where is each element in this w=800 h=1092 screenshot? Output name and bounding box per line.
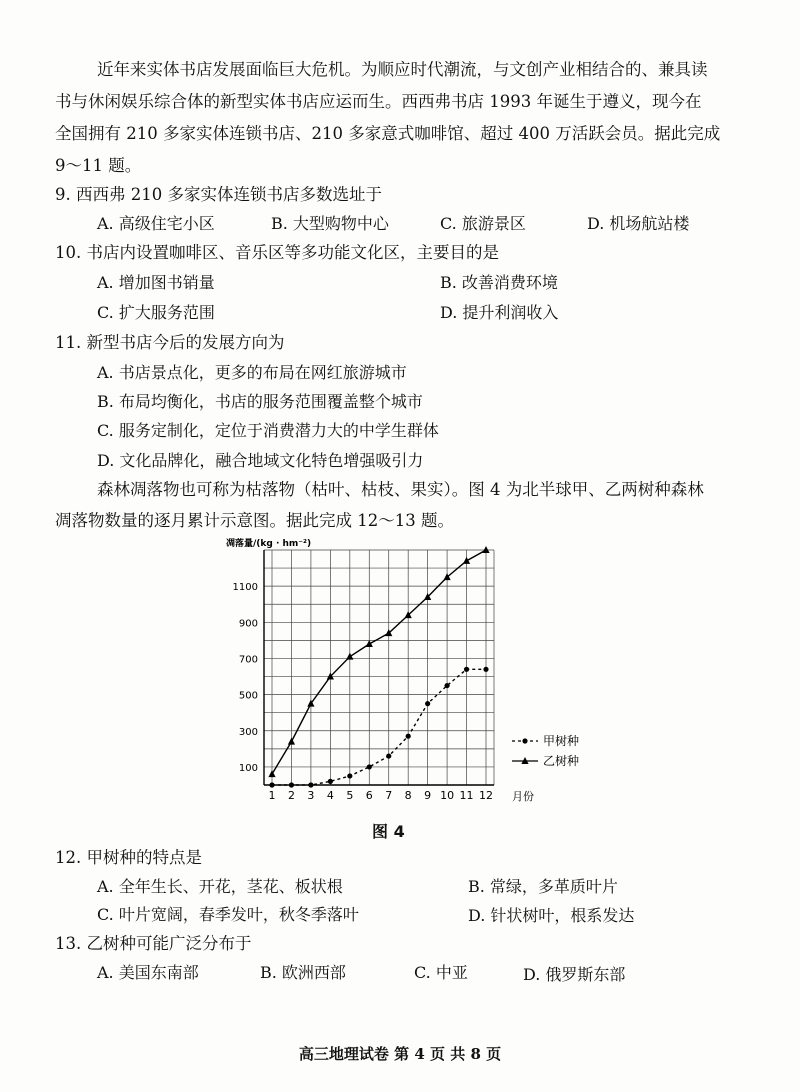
data-point xyxy=(328,779,333,784)
data-point xyxy=(444,683,449,688)
x-tick-label: 4 xyxy=(326,789,334,802)
legend-label: 乙树种 xyxy=(543,754,580,768)
data-point xyxy=(425,701,430,706)
data-point xyxy=(269,782,274,787)
q13-option-a: A. 美国东南部 xyxy=(97,963,199,982)
figure-caption: 图 4 xyxy=(372,822,405,841)
q12-option-a: A. 全年生长、开花，茎花、板状根 xyxy=(97,877,343,896)
x-tick-label: 5 xyxy=(346,789,354,802)
chart-legend xyxy=(512,733,579,768)
x-tick-label: 10 xyxy=(440,789,455,802)
litterfall-chart xyxy=(220,534,600,809)
question-11-stem: 11. 新型书店今后的发展方向为 xyxy=(55,333,285,352)
intro-line-2: 书与休闲娱乐综合体的新型实体书店应运而生。西西弗书店 1993 年诞生于遵义，现今在 xyxy=(55,92,702,111)
q9-option-a: A. 高级住宅小区 xyxy=(97,214,215,233)
data-point xyxy=(346,653,353,660)
data-point xyxy=(483,667,488,672)
y-tick-label: 100 xyxy=(238,762,258,774)
intro-line-4: 9～11 题。 xyxy=(55,156,142,175)
x-axis-label: 月份 xyxy=(512,790,534,803)
question-10-stem: 10. 书店内设置咖啡区、音乐区等多功能文化区，主要目的是 xyxy=(55,243,499,262)
intro2-line-1: 森林凋落物也可称为枯落物（枯叶、枯枝、果实）。图 4 为北半球甲、乙两树种森林 xyxy=(97,480,704,499)
data-point xyxy=(289,782,294,787)
x-tick-label: 6 xyxy=(365,789,373,802)
q12-option-b: B. 常绿，多革质叶片 xyxy=(468,877,618,896)
x-tick-label: 3 xyxy=(307,789,315,802)
q11-option-a: A. 书店景点化，更多的布局在网红旅游城市 xyxy=(97,363,407,382)
y-tick-label: 700 xyxy=(238,654,258,666)
y-tick-label: 300 xyxy=(238,726,258,738)
question-9-stem: 9. 西西弗 210 多家实体连锁书店多数选址于 xyxy=(55,185,382,204)
y-axis-label: 凋落量/(kg · hm⁻²) xyxy=(226,539,312,549)
question-12-stem: 12. 甲树种的特点是 xyxy=(55,848,202,867)
q13-option-c: C. 中亚 xyxy=(414,963,468,982)
data-point xyxy=(406,734,411,739)
q10-option-b: B. 改善消费环境 xyxy=(440,273,558,292)
data-point xyxy=(347,773,352,778)
x-tick-label: 12 xyxy=(479,789,493,802)
x-tick-label: 8 xyxy=(404,789,412,802)
x-tick-label: 7 xyxy=(385,789,393,802)
series-line-jia xyxy=(272,669,486,785)
series-line-yi xyxy=(272,550,486,774)
page-footer: 高三地理试卷 第 4 页 共 8 页 xyxy=(298,1045,502,1063)
q12-option-d: D. 针状树叶，根系发达 xyxy=(468,906,635,925)
y-tick-label: 1100 xyxy=(232,582,258,594)
y-tick-label: 500 xyxy=(238,690,258,702)
x-tick-label: 1 xyxy=(268,789,276,802)
legend-label: 甲树种 xyxy=(543,734,580,748)
data-point xyxy=(386,753,391,758)
q11-option-b: B. 布局均衡化，书店的服务范围覆盖整个城市 xyxy=(97,392,423,411)
q10-option-a: A. 增加图书销量 xyxy=(97,273,215,292)
x-tick-label: 2 xyxy=(287,789,295,802)
data-point xyxy=(308,782,313,787)
x-tick-label: 9 xyxy=(424,789,432,802)
x-tick-label: 11 xyxy=(459,789,474,802)
intro-line-3: 全国拥有 210 多家实体连锁书店、210 多家意式咖啡馆、超过 400 万活跃会员。据此完成 xyxy=(55,124,721,143)
chart-grid xyxy=(264,550,494,785)
q9-option-b: B. 大型购物中心 xyxy=(271,214,389,233)
intro-line-1: 近年来实体书店发展面临巨大危机。为顺应时代潮流，与文创产业相结合的、兼具读 xyxy=(97,60,708,79)
chart-axes xyxy=(264,550,494,785)
q10-option-c: C. 扩大服务范围 xyxy=(97,303,215,322)
q13-option-b: B. 欧洲西部 xyxy=(260,963,346,982)
q9-option-c: C. 旅游景区 xyxy=(440,214,526,233)
data-point xyxy=(463,557,470,564)
q9-option-d: D. 机场航站楼 xyxy=(587,214,690,233)
y-tick-label: 900 xyxy=(238,618,258,630)
data-point xyxy=(366,640,373,647)
question-13-stem: 13. 乙树种可能广泛分布于 xyxy=(55,934,252,953)
data-point xyxy=(367,764,372,769)
data-point xyxy=(288,738,295,745)
q11-option-d: D. 文化品牌化，融合地域文化特色增强吸引力 xyxy=(97,451,424,470)
q11-option-c: C. 服务定制化，定位于消费潜力大的中学生群体 xyxy=(97,421,439,440)
q13-option-d: D. 俄罗斯东部 xyxy=(523,965,626,984)
q12-option-c: C. 叶片宽阔，春季发叶，秋冬季落叶 xyxy=(97,905,359,924)
intro2-line-2: 凋落物数量的逐月累计示意图。据此完成 12～13 题。 xyxy=(55,511,454,530)
legend-marker xyxy=(522,738,527,743)
q10-option-d: D. 提升利润收入 xyxy=(440,303,559,322)
data-point xyxy=(482,546,489,553)
data-point xyxy=(464,667,469,672)
